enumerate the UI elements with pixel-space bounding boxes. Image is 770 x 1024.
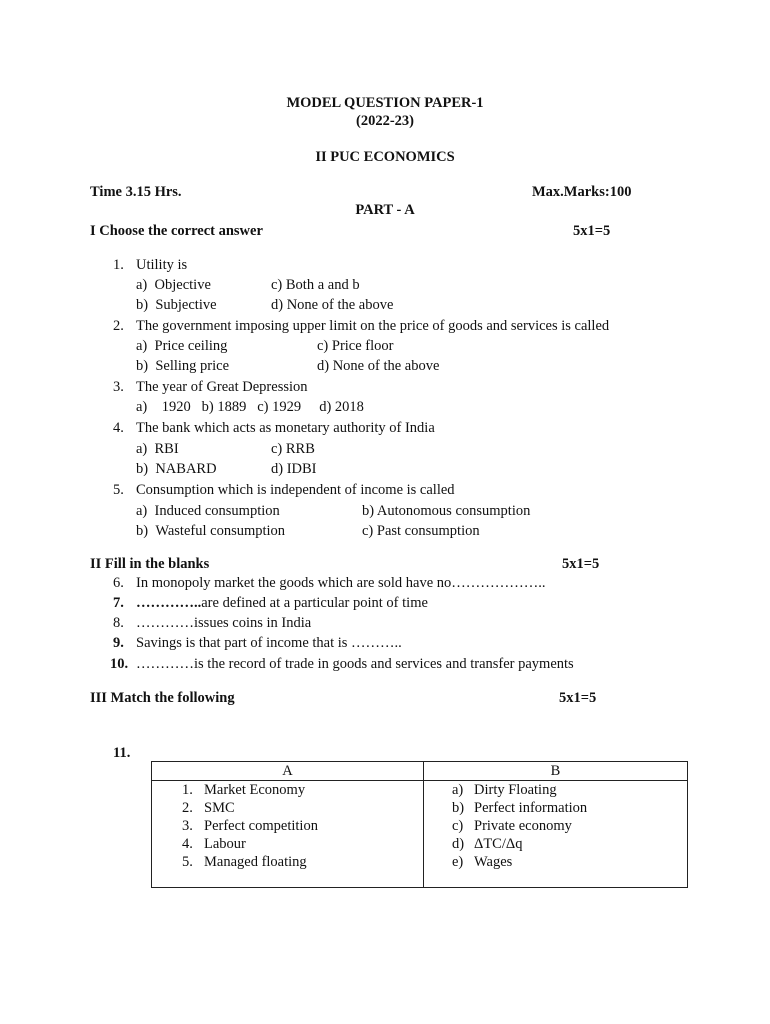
option-b: b) Wasteful consumption <box>136 523 286 539</box>
option-b-right: b) Autonomous consumption <box>362 503 531 519</box>
section3-marks: 5x1=5 <box>559 690 597 706</box>
item-text: ΔTC/Δq <box>474 836 523 852</box>
section3-heading: III Match the following <box>90 690 235 706</box>
option-a: a) Induced consumption <box>136 503 280 519</box>
item-letter: b) <box>452 800 465 816</box>
question-11-number: 11. <box>113 745 131 761</box>
match-table <box>151 761 688 888</box>
option-a: a) Price ceiling <box>136 338 228 354</box>
question-7-number: 7. <box>113 595 124 611</box>
question-9-number: 9. <box>113 635 124 651</box>
question-text: Utility is <box>136 257 188 273</box>
options-row: a) 1920 b) 1889 c) 1929 d) 2018 <box>136 399 364 415</box>
item-text: Perfect competition <box>204 818 318 834</box>
section1-heading: I Choose the correct answer <box>90 223 263 239</box>
question-7-text: are defined at a particular point of time <box>201 595 428 611</box>
list-item <box>424 799 687 817</box>
option-c: c) RRB <box>271 441 315 457</box>
list-item <box>424 817 687 835</box>
section2-marks: 5x1=5 <box>562 556 600 572</box>
question-10-number: 10. <box>110 656 129 672</box>
item-number: 2. <box>182 800 193 816</box>
option-d: d) IDBI <box>271 461 317 477</box>
list-item <box>424 781 687 799</box>
question-number: 3. <box>113 379 124 395</box>
item-text: Labour <box>204 836 246 852</box>
max-marks-label: Max.Marks:100 <box>532 184 632 200</box>
item-letter: e) <box>452 854 464 870</box>
question-8-number: 8. <box>113 615 124 631</box>
item-text: Wages <box>474 854 513 870</box>
item-text: Dirty Floating <box>474 782 557 798</box>
option-b: b) NABARD <box>136 461 217 477</box>
question-text: The bank which acts as monetary authority of India <box>136 420 435 436</box>
part-label: PART - A <box>355 202 415 218</box>
question-text: The government imposing upper limit on the price of goods and services is called <box>136 318 610 334</box>
option-c: c) Past consumption <box>362 523 480 539</box>
question-number: 2. <box>113 318 124 334</box>
item-number: 1. <box>182 782 193 798</box>
question-6-text: In monopoly market the goods which are sold have no……………….. <box>136 575 546 591</box>
list-item <box>424 853 687 871</box>
option-b: b) Subjective <box>136 297 217 313</box>
question-6-number: 6. <box>113 575 124 591</box>
item-letter: a) <box>452 782 464 798</box>
list-item <box>152 781 423 799</box>
section2-heading: II Fill in the blanks <box>90 556 210 572</box>
item-number: 3. <box>182 818 193 834</box>
column-a-header: A <box>152 762 424 781</box>
column-b <box>424 781 688 888</box>
paper-year: (2022-23) <box>356 113 414 129</box>
question-8-text: …………issues coins in India <box>136 615 312 631</box>
section1-marks: 5x1=5 <box>573 223 611 239</box>
list-item <box>152 799 423 817</box>
paper-subject: II PUC ECONOMICS <box>315 149 455 165</box>
item-letter: d) <box>452 836 465 852</box>
question-7-blank: ………….. <box>136 595 202 611</box>
option-b: b) Selling price <box>136 358 230 374</box>
question-text: The year of Great Depression <box>136 379 308 395</box>
item-number: 4. <box>182 836 193 852</box>
column-a <box>152 781 424 888</box>
list-item <box>152 835 423 853</box>
item-number: 5. <box>182 854 193 870</box>
option-d: d) None of the above <box>317 358 440 374</box>
option-c: c) Price floor <box>317 338 394 354</box>
option-c: c) Both a and b <box>271 277 360 293</box>
list-item <box>424 835 687 853</box>
option-d: d) None of the above <box>271 297 394 313</box>
question-number: 4. <box>113 420 124 436</box>
question-text: Consumption which is independent of income is called <box>136 482 455 498</box>
item-text: SMC <box>204 800 235 816</box>
question-7 <box>136 594 428 612</box>
question-number: 5. <box>113 482 124 498</box>
option-a: a) RBI <box>136 441 179 457</box>
time-label: Time 3.15 Hrs. <box>90 184 182 200</box>
question-10-text: …………is the record of trade in goods and services and transfer payments <box>136 656 574 672</box>
column-b-header: B <box>424 762 688 781</box>
option-a: a) Objective <box>136 277 211 293</box>
item-text: Private economy <box>474 818 572 834</box>
question-number: 1. <box>113 257 124 273</box>
paper-title: MODEL QUESTION PAPER-1 <box>286 95 484 111</box>
list-item <box>152 817 423 835</box>
item-text: Perfect information <box>474 800 588 816</box>
question-9-text: Savings is that part of income that is ……….. <box>136 635 402 651</box>
list-item <box>152 853 423 871</box>
item-letter: c) <box>452 818 464 834</box>
item-text: Managed floating <box>204 854 307 870</box>
item-text: Market Economy <box>204 782 306 798</box>
